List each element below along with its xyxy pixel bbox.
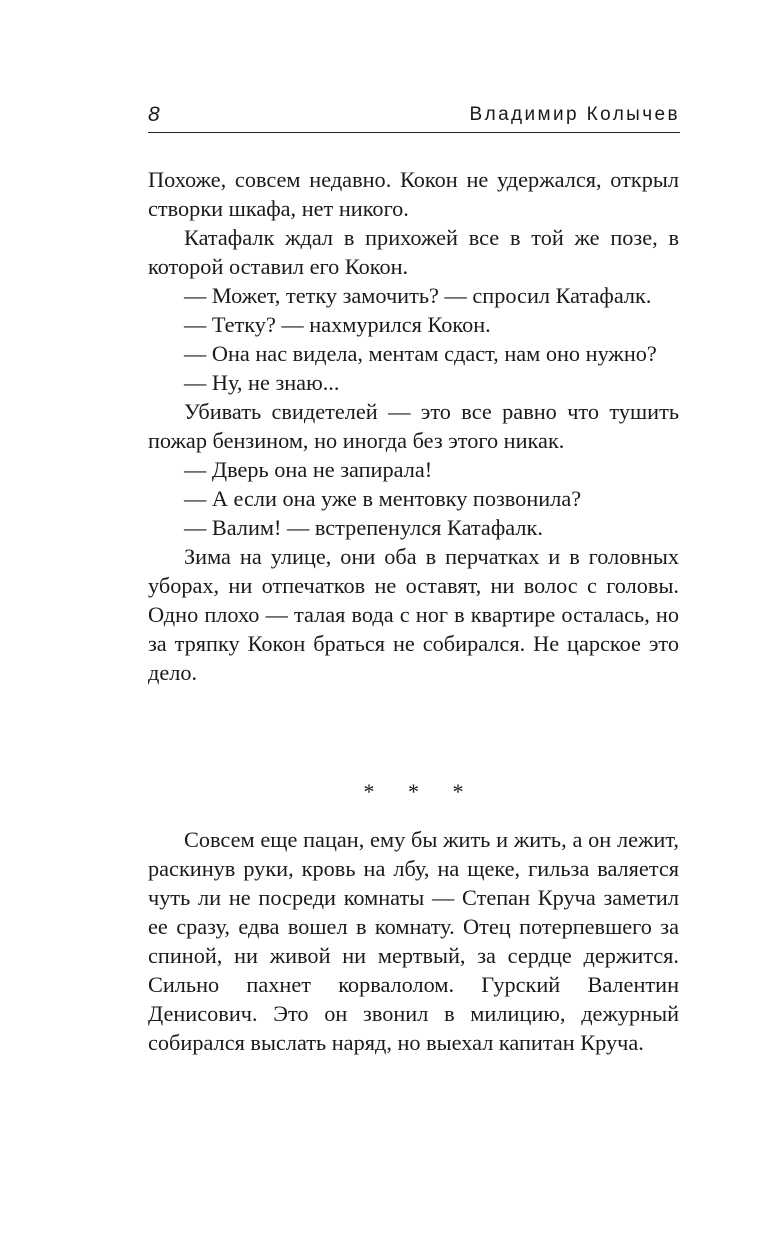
text-block-1 [148, 165, 679, 687]
running-head-author: Владимир Колычев [469, 104, 680, 125]
paragraph: Похоже, совсем недавно. Кокон не удержался, открыл створки шкафа, нет никого. [148, 167, 679, 221]
page-number: 8 [148, 103, 160, 126]
paragraph: Убивать свидетелей — это все равно что тушить пожар бензином, но иногда без этого никак. [148, 399, 679, 453]
dialogue-line: — Может, тетку замочить? — спросил Катафалк. [184, 283, 652, 308]
dialogue-line: — Тетку? — нахмурился Кокон. [184, 312, 491, 337]
paragraph: Совсем еще пацан, ему бы жить и жить, а он лежит, раскинув руки, кровь на лбу, на щеке, гильза валяется чуть ли не посреди комнаты — Степан Круча заметил ее сразу, едва вошел в комнату. Отец потерпевшего за спиной, ни живой ни мертвый, за сердце держится. Сильно пахнет корвалолом. Гурский Валентин Денисович. Это он звонил в милицию, дежурный собирался выслать наряд, но выехал капитан Круча. [148, 827, 679, 1055]
section-divider: * * * [363, 779, 478, 804]
dialogue-line: — Она нас видела, ментам сдаст, нам оно нужно? [184, 341, 657, 366]
dialogue-line: — Валим! — встрепенулся Катафалк. [184, 515, 543, 540]
dialogue-line: — Ну, не знаю... [184, 370, 340, 395]
paragraph: Катафалк ждал в прихожей все в той же позе, в которой оставил его Кокон. [148, 225, 679, 279]
dialogue-line: — А если она уже в ментовку позвонила? [184, 486, 582, 511]
paragraph: Зима на улице, они оба в перчатках и в головных уборах, ни отпечатков не оставят, ни волос с головы. Одно плохо — талая вода с ног в квартире осталась, но за тряпку Кокон браться не собирался. Не царское это дело. [148, 544, 679, 685]
text-block-2 [148, 825, 679, 1057]
page-header [148, 96, 680, 133]
dialogue-line: — Дверь она не запирала! [184, 457, 433, 482]
